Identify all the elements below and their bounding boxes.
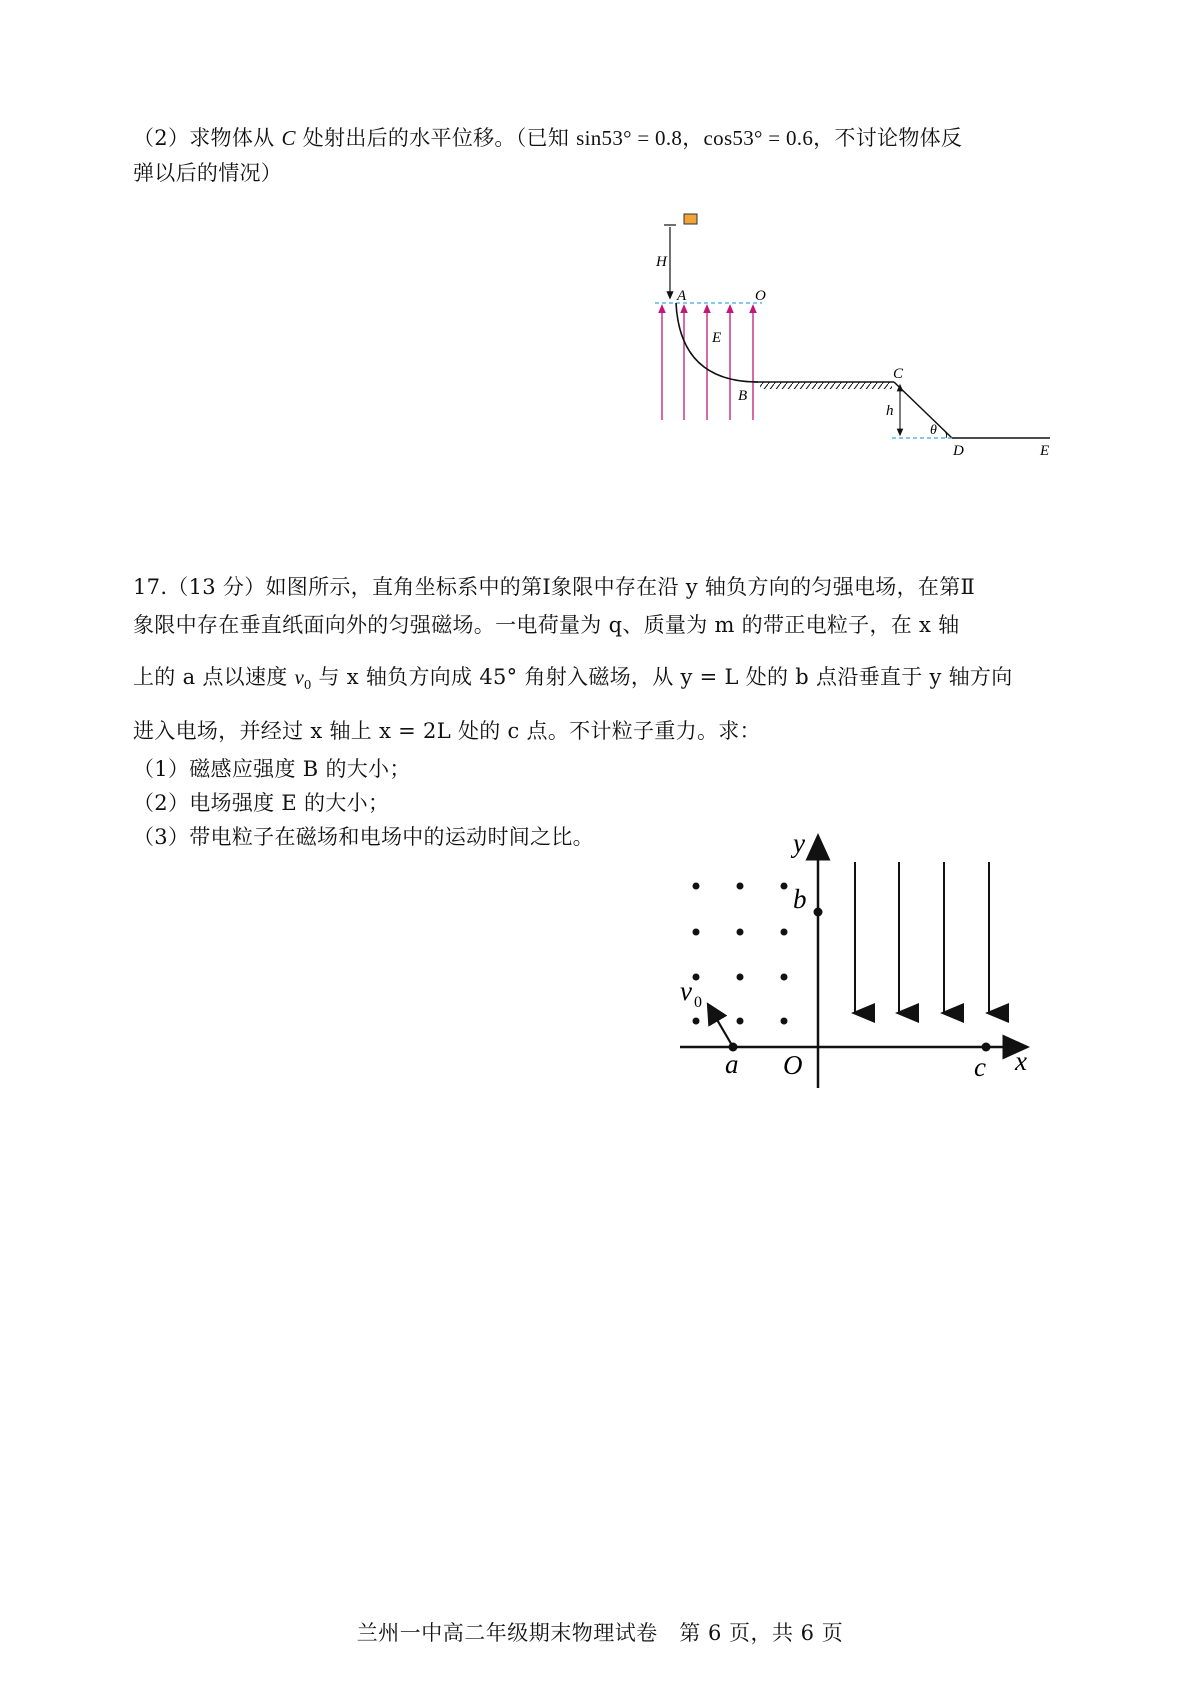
field-dot — [781, 883, 788, 890]
q16-text-d: ，不讨论物体反 — [813, 126, 963, 150]
label-E-field: E — [712, 330, 722, 346]
label-b: b — [793, 884, 807, 914]
field-dot — [693, 929, 700, 936]
q16-part2-line2: 弹以后的情况） — [133, 161, 283, 185]
label-y: y — [793, 828, 805, 858]
point-b — [814, 908, 823, 917]
velocity-v0-arrow — [709, 1006, 733, 1047]
label-O: O — [783, 1050, 803, 1080]
q17-line2: 象限中存在垂直纸面向外的匀强磁场。一电荷量为 q、质量为 m 的带正电粒子，在 x 轴 — [133, 613, 960, 637]
field-dot — [737, 883, 744, 890]
v0-subscript: 0 — [304, 678, 312, 694]
magnetic-field-dots — [693, 883, 788, 1025]
q17-subquestion-2: （2）电场强度 E 的大小； — [133, 791, 390, 815]
field-dot — [737, 1018, 744, 1025]
field-dot — [693, 1018, 700, 1025]
label-theta: θ — [930, 423, 937, 438]
field-dot — [781, 1018, 788, 1025]
label-v: v — [680, 976, 692, 1006]
label-H: H — [656, 254, 667, 270]
cos-expression: cos53° = 0.6 — [703, 126, 814, 150]
label-c: c — [974, 1052, 986, 1082]
label-v-sub: 0 — [694, 994, 702, 1011]
q17-subquestion-1: （1）磁感应强度 B 的大小； — [133, 757, 411, 781]
label-a: a — [725, 1049, 739, 1079]
label-O: O — [755, 288, 766, 304]
q17-line3-b: 与 x 轴负方向成 45° 角射入磁场，从 y = L 处的 b 点沿垂直于 y 轴方向 — [311, 665, 1013, 689]
q16-text-c: ， — [682, 126, 704, 150]
q16-var-c: C — [281, 126, 296, 150]
q17-line1: 17.（13 分）如图所示，直角坐标系中的第Ⅰ象限中存在沿 y 轴负方向的匀强电场，在第Ⅱ — [133, 575, 976, 599]
q16-text-b: 处射出后的水平位移。（已知 — [295, 126, 577, 150]
label-x: x — [1015, 1046, 1027, 1076]
field-dot — [781, 929, 788, 936]
field-dot — [693, 974, 700, 981]
field-dot — [781, 974, 788, 981]
label-h: h — [886, 403, 894, 419]
label-B: B — [738, 388, 748, 404]
q16-text-a: （2）求物体从 — [133, 126, 282, 150]
point-c — [982, 1043, 991, 1052]
q17-line4: 进入电场，并经过 x 轴上 x = 2L 处的 c 点。不计粒子重力。求： — [133, 719, 761, 743]
q17-line3-a: 上的 a 点以速度 — [133, 665, 295, 689]
field-dot — [693, 883, 700, 890]
sin-expression: sin53° = 0.8 — [576, 126, 683, 150]
field-dot — [737, 974, 744, 981]
label-D: D — [953, 443, 964, 459]
page-footer: 兰州一中高二年级期末物理试卷 第 6 页，共 6 页 — [356, 1621, 844, 1645]
label-C: C — [893, 366, 904, 382]
field-dot — [737, 929, 744, 936]
label-A: A — [677, 288, 687, 304]
v0-symbol: v — [294, 665, 305, 689]
label-E-end: E — [1040, 443, 1050, 459]
q17-subquestion-3: （3）带电粒子在磁场和电场中的运动时间之比。 — [133, 825, 594, 849]
